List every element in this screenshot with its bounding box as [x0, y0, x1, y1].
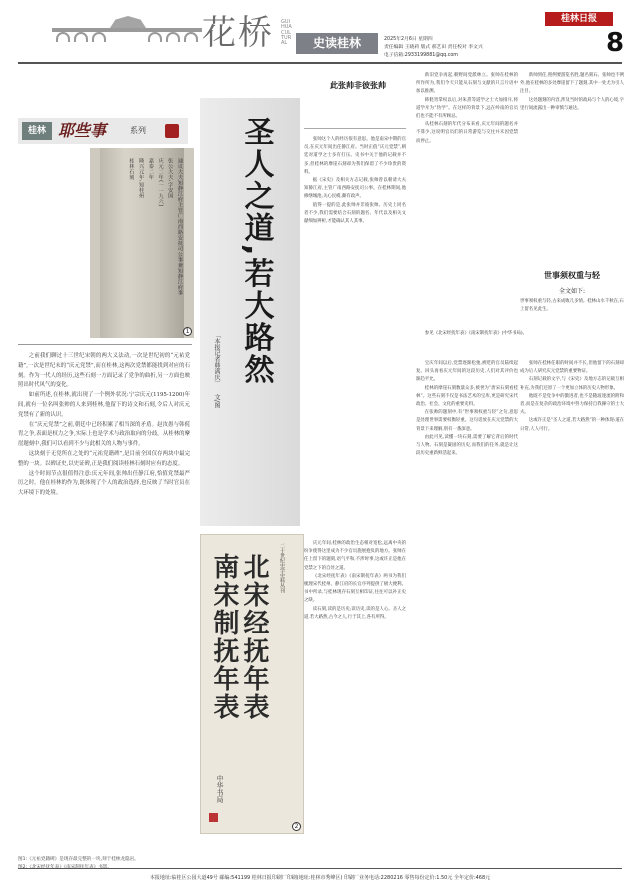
series-suffix: 系列 — [130, 126, 146, 135]
byline-source: 「本报记者韩满庆〕 — [213, 332, 220, 386]
byline-type: 文/图 — [213, 393, 220, 408]
paragraph: 之前我们聊过十三世纪宋朝的两大义法动,一次是世纪初的“元祐党籍”,一次是世纪末的“庆元党禁”,而在桂林,这两次党禁都能找到对应的石刻。作为一代人的经历,这些石刻一方面记录了党争的曲折,另一方面也映照出时代风气的变化。 — [18, 353, 190, 389]
stele-line: 隆兴元年,知桂州 — [138, 158, 145, 199]
article-column-left — [18, 352, 190, 848]
paragraph: 在张帅的题刻中,有“世事须权重与轻”之句,意思是处理世事需要权衡轻重。这句话放在庆元党禁的大背景下来理解,别有一番深意。 — [416, 410, 518, 432]
stele-line: 张公大夫,字安国 — [167, 158, 174, 199]
article-column-mid-lower — [304, 540, 406, 856]
book-title — [211, 553, 267, 721]
paragraph: 如前所述,在桂林,就出现了一个例外状况:宁宗庆元(1195-1200)年间,就有一位名叫张帅的人来到桂林,他留下的诗文和石刻,令后人对庆元党禁有了新的认识。 — [18, 392, 190, 418]
series-tag: 桂林 — [22, 122, 52, 140]
footer-rule — [18, 868, 622, 869]
paragraph: 韩侂胄掌权以后,对朱熹等道学之士大加排斥,将道学斥为“伪学”。在这样的背景下,远在岭南的官员们也不能不有所顾忌。 — [416, 97, 518, 120]
article-column-right-2-lower — [520, 360, 624, 856]
masthead — [0, 0, 640, 62]
citation: 参见《北宋经抚年表》《南宋制抚年表》(中华书局)。 — [424, 331, 528, 336]
paragraph: 庆元年间,桂林的政治生态相对宽松,远离中央的纷争使得这里成为不少官员施展抱负的地方。张帅在任上留下的题刻,语气平和,不涉时事,这或许正是他在党禁之下的自处之道。 — [304, 541, 406, 571]
left-divider — [18, 344, 192, 345]
subhead-first: 此张帅非彼张帅 — [330, 81, 386, 90]
paragraph: 由此可见,读懂一块石刻,需要了解它背后的时代与人物。石刻是凝固的历史,而我们的任务,就是让这段历史重新鲜活起来。 — [416, 434, 518, 457]
figure-number: 1 — [183, 327, 192, 336]
bridge-skyline-icon — [52, 14, 202, 44]
article-column-right-1-lower — [416, 360, 518, 856]
meta-date: 2025年2月6日 星期四 — [384, 37, 433, 42]
meta-email: 电子信箱:2933199881@qq.com — [384, 53, 458, 58]
page-number: 8 — [606, 28, 625, 58]
paragraph: 石刻记载的文字,与《宋史》及地方志的记载互相补充,为我们还原了一个更加立体的历史人物形象。 — [520, 377, 624, 391]
header-rule — [18, 62, 622, 64]
stele-line: 通议大夫知静江府主管广南西路安抚司公事兼知静江府事 — [177, 158, 183, 296]
series-name: 耶些事 — [58, 121, 107, 140]
paragraph: 他既不是党争中的激进者,也不是随波逐流的附和者,而是在复杂的政治环境中努力保持自我操守的士大夫。 — [520, 393, 624, 416]
subhead-third: 全文如下: — [558, 288, 586, 295]
verse-text: 世事须权重与轻,古来成败几多情。桂林山水千秋在,石上留名见此生。 — [520, 299, 624, 312]
stele-line: 庆元二年(一一九六) — [157, 158, 164, 207]
series-banner — [18, 118, 188, 144]
paragraph: 值得一提的是,此张帅并非彼张帅。历史上同名者不少,我们需要结合石刻的题名、年代以及相关文献细加辨析,才能确认其人其事。 — [304, 202, 406, 225]
paragraph: 这或许正是“圣人之道,若大路然”的一种体现:道在日常,人人可行。 — [520, 418, 624, 432]
paragraph: 《北宋经抚年表》《南宋制抚年表》两书为我们梳理宋代桂州、静江府的长官序列提供了极大便利。书中所录,与桂林现存石刻互相印证,往往可以补正史之缺。 — [304, 573, 406, 604]
seal-icon — [165, 124, 179, 138]
column-name: 花桥 — [202, 13, 274, 53]
footer-imprint: 本报地址:临桂区公园大道49号 邮编:541199 桂林日报印刷厂印刷(地址:桂林市秀峰区) 印刷厂业务电话:2280216 零售每份定价:1.50元 全年定价:468元 — [149, 875, 491, 881]
paragraph: 宝庆年间以后,党禁逐渐松弛,被贬的官员陆续起复。回头再看庆元年间的这段历史,人们对其评价也渐趋平允。 — [416, 361, 518, 383]
paragraph: 新旧党争再起,朝野间党派林立。张帅在桂林的所作所为,我们今天只能从石刻与文献的只言片语中加以推测。 — [416, 73, 518, 95]
book-title-line: 北宋经抚年表 — [239, 553, 269, 721]
page-meta — [384, 36, 483, 60]
paragraph: 张帅这个人的经历很有意思。他是南宋中期的官员,在庆元年间出任静江府。当时正值“庆元党禁”,朝廷对道学之士多有打压。史书中关于他的记载并不多,但桂林的摩崖石刻却为我们保留了不少珍贵的资料。 — [304, 137, 406, 175]
book-cover-photo — [200, 534, 304, 834]
article-column-mid — [304, 136, 406, 536]
book-series: 二十世纪史学史料丛刊 — [279, 543, 285, 593]
paragraph: 这个时间节点很值得注意:庆元年间,张帅出任静江府,恰值党禁最严厉之时。他在桂林的作为,既体现了个人的政治选择,也反映了当时官员在大环境下的处境。 — [18, 470, 190, 497]
headline-block — [200, 98, 300, 526]
section-label: 史读桂林 — [296, 33, 378, 54]
paragraph: 在“庆元党禁”之前,朝廷中已经积累了相当深的矛盾。赵汝愚与韩侂胄之争,表面是权力之争,实际上也是学术与政治取向的分歧。从桂林的摩崖题刻中,我们可以看到不少与此相关的人物与事件。 — [18, 421, 190, 448]
book-title-line: 南宋制抚年表 — [209, 553, 239, 721]
paragraph: 读石刻,读的是历史;读历史,读的是人心。圣人之道,若大路然,古今之人,行于其上,各有所得。 — [304, 606, 406, 620]
stele-photo — [90, 148, 194, 338]
subhead-second: 世事须权重与轻 — [544, 271, 600, 280]
headline-title: 圣人之道,若大路然 — [238, 116, 274, 386]
caption-1: 图1:《元祐党籍碑》是现存最完整的一块,刻于桂林龙隐岩。 — [18, 857, 139, 862]
figure-number: 2 — [292, 822, 301, 831]
meta-editors: 责任编辑 王晓莉 版式 郝艺田 责任校对 李文兴 — [384, 45, 483, 50]
paragraph: 张帅在桂林任职的时间并不长,但他留下的石刻却成为后人研究庆元党禁的重要物证。 — [520, 361, 624, 375]
paragraph: 从桂林石刻的年代分布来看,庆元年间的题名并不算少,这说明官员们的日常游览与交往并未因党禁而停止。 — [416, 122, 518, 144]
paragraph: 据《宋史》及相关方志记载,张帅曾以朝请大夫知静江府,主管广南西路安抚司公事。在桂林期间,他修缮城池,关心民瘼,颇有政声。 — [304, 178, 406, 200]
newspaper-logo: 桂林日报 — [545, 12, 613, 26]
byline — [212, 326, 221, 408]
paragraph: 这块刻于无党所在之处的“元祐党籍碑”,是目前全国仅存两块中最完整的一块。以碑证史,以史证碑,正是我们阅读桂林石刻时应有的态度。 — [18, 450, 190, 467]
article-column-right-1 — [416, 72, 518, 312]
publisher-seal-icon — [209, 813, 218, 822]
stele-inscription — [104, 158, 182, 334]
paragraph: 桂林的摩崖石刻数量众多,被誉为“唐宋石刻看桂林”。这些石刻不仅是书法艺术的宝库,更是研究宋代政治、社会、文化的重要史料。 — [416, 385, 518, 408]
stele-line: 嘉泰二年 — [147, 158, 154, 180]
column-pinyin: GUIHUA CULTURAL — [281, 19, 292, 46]
stele-line: 桂林石刻 — [128, 158, 135, 180]
book-publisher: 中华书局 — [216, 775, 224, 803]
mid-divider — [304, 128, 406, 129]
paragraph: 新帅到任,照例要游览名胜,题名刻石。张帅也不例外,他在桂林的多处摩崖留下了题刻,其中一处尤为引人注目。 — [520, 73, 624, 95]
paragraph: 这处题刻的内容,涉及当时的政局与个人的心境,字里行间流露出一种审慎与通达。 — [520, 97, 624, 111]
